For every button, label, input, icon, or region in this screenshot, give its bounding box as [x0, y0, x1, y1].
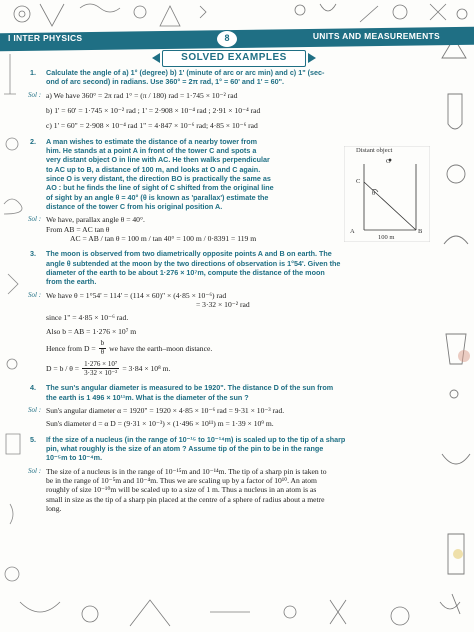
solution-line: since 1" = 4·85 × 10⁻⁶ rad. — [46, 313, 129, 323]
question-1 — [28, 68, 428, 87]
question-text: ond of arc second) in radians. Use 360° = 2π rad, 1° = 60' and 1' = 60". — [46, 77, 284, 87]
figure-label-c: C — [356, 178, 361, 185]
question-text: very distant object O in line with AC. He then walks perpendicular — [46, 155, 270, 165]
solution-line: be in the range of 10⁻⁵m and 10⁻⁴m. Thus we are scaling up by a factor of 10¹⁰. An atom — [46, 475, 317, 485]
science-doodle-bottom — [0, 592, 474, 632]
section-title-text: SOLVED EXAMPLES — [162, 50, 306, 67]
fraction — [99, 340, 107, 356]
figure-label-theta: θ — [372, 190, 376, 197]
fraction-denominator: θ — [100, 347, 105, 356]
solution-label: Sol : — [28, 90, 42, 99]
solution-line: Sun's diameter d = α D = (9·31 × 10⁻³) × (1·496 × 10¹¹) m = 1·39 × 10⁹ m. — [46, 419, 274, 429]
question-5 — [28, 435, 428, 463]
book-title: I INTER PHYSICS — [8, 33, 83, 43]
solution-line: small in size as the tip of a sharp pin placed at the centre of a sphere of radius about a metre — [46, 494, 325, 504]
question-2 — [28, 137, 348, 211]
solution-line: c) 1' = 60" = 2·908 × 10⁻⁴ rad 1" = 4·847 × 10⁻⁶ rad; 4·85 × 10⁻⁶ rad — [46, 121, 258, 131]
question-text: diameter of the earth to be about 1·276 × 10⁷m, compute the distance of the moon — [46, 268, 325, 277]
question-text: to AC up to B, a distance of 100 m, and looks at O and C again. — [46, 164, 261, 174]
section-title — [150, 50, 318, 67]
solution-line: a) We have 360° = 2π rad 1° = (π / 180) rad = 1·745 × 10⁻² rad — [46, 90, 238, 100]
fraction-denominator: 3·32 × 10⁻² — [84, 369, 118, 378]
question-text: If the size of a nucleus (in the range of 10⁻¹⁵ to 10⁻¹⁴m) is scaled up to the tip of a sharp — [46, 434, 346, 444]
figure-label-o: O — [386, 158, 391, 165]
question-text: him. He stands at a point A in front of the tower C and spots a — [46, 146, 257, 156]
question-number: 2. — [30, 136, 36, 146]
solution-line: From AB = AC tan θ — [46, 224, 110, 234]
solution-label: Sol : — [28, 290, 42, 299]
question-text: Calculate the angle of a) 1° (degree) b) 1' (minute of arc or arc min) and c) 1" (sec- — [46, 68, 325, 77]
question-number: 4. — [30, 383, 36, 393]
solution-label: Sol : — [28, 215, 42, 224]
question-text: A man wishes to estimate the distance of a nearby tower from — [46, 136, 258, 146]
equation-text: D = b / θ = — [46, 364, 80, 374]
solution-5 — [28, 467, 428, 514]
solved-examples-content — [28, 68, 428, 514]
right-arrow-icon — [308, 53, 316, 63]
question-text: from the earth. — [46, 277, 97, 287]
question-text: since O is very distant, the direction BO is practically the same as — [46, 174, 271, 183]
solution-4 — [28, 406, 428, 429]
solution-line: We have θ = 1°54' = 114' = (114 × 60)" × (4·85 × 10⁻⁶) rad — [46, 290, 227, 300]
question-text: angle θ subtended at the moon by the two directions of observation is 1°54'. Given the — [46, 258, 341, 268]
solution-2 — [28, 215, 428, 243]
fraction-numerator: b — [100, 339, 105, 348]
chapter-title: UNITS AND MEASUREMENTS — [312, 31, 440, 41]
question-text: distance of the tower C from his original position A. — [46, 201, 223, 211]
fraction — [82, 360, 119, 377]
solution-line — [46, 340, 428, 356]
solution-line: Also b = AB = 1·276 × 10⁷ m — [46, 326, 137, 336]
question-text: pin, what roughly is the size of an atom ? Assume tip of the pin to be in the range — [46, 443, 324, 453]
solution-line: b) 1' = 60' = 1·745 × 10⁻² rad ; 1' = 2·908 × 10⁻⁴ rad ; 2·91 × 10⁻⁴ rad — [46, 106, 261, 115]
question-3 — [28, 249, 428, 286]
solution-label: Sol : — [28, 405, 42, 414]
question-text: 10⁻⁵m to 10⁻⁴m. — [46, 453, 103, 463]
solution-label: Sol : — [28, 466, 42, 475]
question-text: of sight by an angle θ = 40° (θ is known as 'parallax') estimate the — [46, 192, 269, 202]
solution-line — [46, 360, 428, 377]
figure-title: Distant object — [356, 147, 393, 154]
science-doodle-right — [434, 34, 474, 632]
question-number: 1. — [30, 68, 36, 77]
figure-label-distance: 100 m — [378, 234, 395, 241]
question-text: The sun's angular diameter is measured to be 1920". The distance D of the sun from — [46, 383, 334, 393]
solution-line: = 3·32 × 10⁻² rad — [196, 300, 250, 309]
page-number: 8 — [216, 30, 238, 48]
question-text: the earth is 1 496 × 10¹¹m. What is the diameter of the sun ? — [46, 392, 249, 402]
solution-1 — [28, 91, 428, 131]
equation-text: we have the earth–moon distance. — [109, 343, 213, 353]
solution-line: AC = AB / tan θ = 100 m / tan 40° = 100 m / 0·8391 = 119 m — [70, 234, 257, 243]
fraction-numerator: 1·276 × 10⁷ — [84, 360, 118, 369]
solution-line: The size of a nucleus is in the range of 10⁻¹⁵m and 10⁻¹⁴m. The tip of a sharp pin is taken to — [46, 466, 327, 476]
question-number: 3. — [30, 249, 36, 259]
question-4 — [28, 383, 428, 402]
solution-3 — [28, 291, 428, 378]
equation-text: = 3·84 × 10⁸ m. — [122, 364, 171, 374]
equation-text: Hence from D = — [46, 343, 96, 353]
solution-line: long. — [46, 504, 62, 514]
solution-line: We have, parallax angle θ = 40°. — [46, 215, 145, 225]
question-text: The moon is observed from two diametrically opposite points A and B on earth. The — [46, 249, 332, 259]
left-arrow-icon — [152, 53, 160, 63]
figure-label-b: B — [418, 228, 423, 235]
question-text: AO : but he finds the line of sight of C shifted from the original line — [46, 183, 274, 193]
question-number: 5. — [30, 434, 36, 444]
solution-line: Sun's angular diameter α = 1920" = 1920 × 4·85 × 10⁻⁶ rad = 9·31 × 10⁻³ rad. — [46, 405, 285, 415]
solution-line: roughly of size 10⁻¹⁰m will be scaled up to a size of 1 m. Thus a nucleus in an atom is as — [46, 485, 317, 495]
figure-label-a: A — [350, 228, 355, 235]
science-doodle-left — [0, 34, 26, 632]
